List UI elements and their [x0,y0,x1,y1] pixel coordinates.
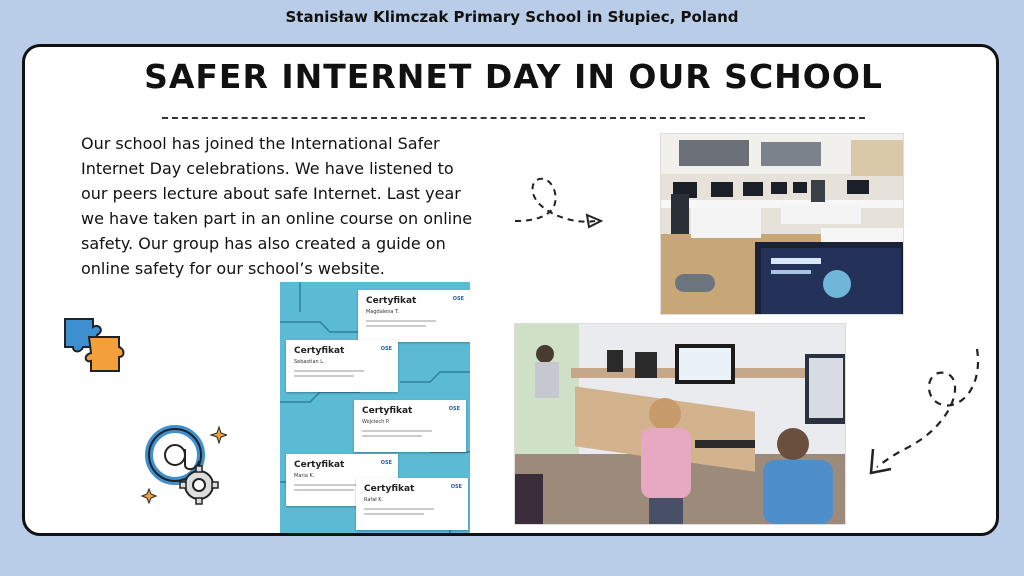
certificate-name: Rafał K. [364,497,384,503]
title-divider [162,117,865,119]
puzzle-icon [59,313,129,377]
certificate-logo: OSE [452,296,464,302]
certificate-card [358,290,470,342]
certificate-line [294,489,354,491]
classroom-photo [660,133,904,315]
certificate-card [354,400,466,452]
certificate-line [364,513,424,515]
certificate-title: Certyfikat [294,460,345,470]
certificate-line [366,320,436,322]
certificate-name: Sebastian L. [294,359,325,365]
certificate-line [294,370,364,372]
certificate-logo: OSE [380,460,392,466]
certificate-logo: OSE [448,406,460,412]
at-sign-gear-icon [141,419,227,509]
dashed-arrow-icon [865,347,995,487]
certificates-collage [280,282,470,534]
slide-title: SAFER INTERNET DAY IN OUR SCHOOL [144,57,883,96]
certificate-name: Maria K. [294,473,315,479]
certificate-card [356,478,468,530]
certificate-name: Magdalena T. [366,309,400,315]
certificate-title: Certyfikat [366,296,417,306]
certificate-line [294,375,354,377]
school-caption: Stanisław Klimczak Primary School in Słupiec, Poland [285,8,739,26]
certificate-line [366,325,426,327]
certificate-line [362,435,422,437]
certificate-title: Certyfikat [362,406,413,416]
certificate-line [364,508,434,510]
classroom-photo [514,323,846,525]
slide-body-text: Our school has joined the International Safer Internet Day celebrations. We have listened to our peers lecture about safe Internet. Last year we have taken part in an online course on online safety. Our group has also created a guide on online safety for our school’s website. [81,134,473,278]
certificate-title: Certyfikat [364,484,415,494]
certificate-logo: OSE [380,346,392,352]
certificate-card [286,340,398,392]
certificate-title: Certyfikat [294,346,345,356]
slide-card [22,44,999,536]
certificate-line [362,430,432,432]
dashed-arrow-icon [511,171,611,233]
certificate-line [294,484,364,486]
certificate-name: Wojciech P. [362,419,390,425]
certificate-logo: OSE [450,484,462,490]
